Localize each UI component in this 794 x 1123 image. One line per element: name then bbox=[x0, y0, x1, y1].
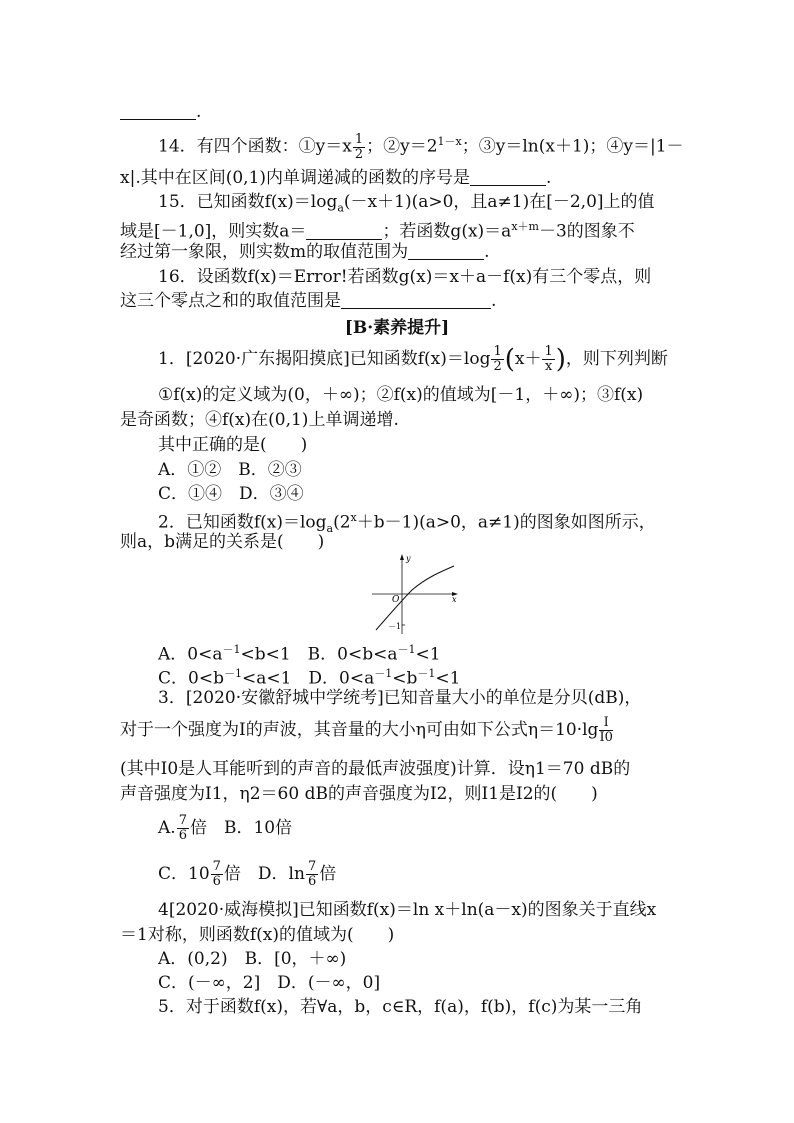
origin-label: O bbox=[392, 595, 400, 605]
b2-line-2: 则a，b满足的关系是( ) bbox=[120, 532, 325, 552]
b4-line-1: 4[2020·威海模拟]已知函数f(x)＝ln x＋ln(a－x)的图象关于直线x bbox=[158, 900, 657, 920]
b3-line-2: 对于一个强度为I的声波，其音量的大小η可由如下公式η＝10·lg $\frac{I}{I0}$ bbox=[120, 715, 613, 745]
b3-line-4: 声音强度为I1，η2＝60 dB的声音强度为I2，则I1是I2的( ) bbox=[120, 784, 598, 804]
fraction: $\frac{I}{I0}$ bbox=[599, 715, 613, 745]
b4-option-ab: A．(0,2) B．[0，＋∞) bbox=[158, 949, 347, 969]
b3-line-1: 3．[2020·安徽舒城中学统考]已知音量大小的单位是分贝(dB)， bbox=[158, 688, 642, 708]
q14-line-2: x|.其中在区间(0,1)内单调递减的函数的序号是 . bbox=[120, 168, 552, 188]
b1-option-ab: A．①② B．②③ bbox=[158, 460, 302, 480]
q15-line-1: 15．已知函数$f(x)=\log_a(-x+1)(a>0$，且a≠1)在[－2,0]上的值 bbox=[158, 192, 655, 215]
y-axis-arrow bbox=[400, 554, 404, 560]
b3-option-cd: C．10 $\frac{7}{6}$ 倍 D．ln $\frac{7}{6}$ 倍 bbox=[158, 859, 337, 889]
b1-line-4: 其中正确的是( ) bbox=[158, 435, 308, 455]
fraction: $\frac{1}{2}$ bbox=[354, 131, 364, 162]
q16-line-1: 16．设函数f(x)＝Error!若函数g(x)＝x＋a－f(x)有三个零点，则 bbox=[158, 267, 652, 287]
q15-line-3: 经过第一象限，则实数m的取值范围为 . bbox=[120, 242, 490, 262]
b1-option-cd: C．①④ D．③④ bbox=[158, 484, 304, 504]
answer-blank[interactable] bbox=[408, 241, 484, 260]
fraction: $\frac{7}{6}$ bbox=[307, 859, 317, 889]
minus-one-label: －1 bbox=[388, 622, 402, 631]
b5-line-1: 5．对于函数f(x)，若∀a，b，c∈R，f(a)，f(b)，f(c)为某一三角 bbox=[158, 997, 643, 1017]
answer-blank[interactable] bbox=[306, 221, 382, 240]
q16-line-2: 这三个零点之和的取值范围是 . bbox=[120, 291, 497, 311]
section-title: [B·素养提升] bbox=[344, 318, 450, 338]
answer-blank[interactable] bbox=[470, 167, 546, 186]
y-label: y bbox=[406, 554, 411, 563]
b1-line-3: 是奇函数；④f(x)在(0,1)上单调递增. bbox=[120, 410, 399, 430]
function-curve bbox=[376, 566, 454, 630]
b1-line-1: 1．[2020·广东揭阳摸底]已知函数f(x)＝log $\frac{1}{2}$ (x＋ $\frac{1}{x}$ )，则下列判断 bbox=[158, 344, 668, 375]
fraction: $\frac{1}{2}$ bbox=[493, 344, 502, 374]
b2-option-cd: C．$0<b^{-1}<a<1$ D．$0<a^{-1}<b^{-1}<1$ bbox=[158, 667, 461, 689]
b2-line-1: 2．已知函数$f(x)=\log_a(2^x+b-1)(a>0$，a≠1)的图象如图所示， bbox=[158, 511, 656, 536]
b2-option-ab: A．$0<a^{-1}<b<1$ B．$0<b<a^{-1}<1$ bbox=[158, 643, 441, 665]
fraction: $\frac{7}{6}$ bbox=[178, 813, 187, 843]
b1-line-2: ①f(x)的定义域为(0，＋∞)；②f(x)的值域为[－1，＋∞)；③f(x) bbox=[158, 385, 644, 405]
q15-line-2: 域是[－1,0]，则实数a＝ ；若函数$g(x)=a^{x+m}-3$的图象不 bbox=[120, 220, 635, 242]
b4-option-cd: C．(－∞，2] D．(－∞，0] bbox=[158, 973, 381, 993]
b4-line-2: ＝1对称，则函数f(x)的值域为( ) bbox=[120, 925, 395, 945]
answer-blank[interactable] bbox=[120, 101, 196, 120]
q14-line-1: 14．有四个函数：①y＝x $\frac{1}{2}$ ；$②y=2^{1-x}$；③y＝ln(x＋1)；④y＝|1－ bbox=[158, 131, 684, 162]
function-graph bbox=[372, 552, 462, 636]
answer-blank[interactable] bbox=[341, 290, 491, 309]
b3-line-3: (其中I0是人耳能听到的声音的最低声波强度)计算．设η1＝70 dB的 bbox=[120, 759, 631, 779]
fraction: $\frac{7}{6}$ bbox=[212, 859, 221, 889]
fraction: $\frac{1}{x}$ bbox=[544, 344, 553, 374]
b3-option-ab: A. $\frac{7}{6}$ 倍 B．10倍 bbox=[158, 813, 293, 843]
x-label: x bbox=[452, 595, 457, 604]
q13-answer-line: . bbox=[120, 100, 680, 124]
